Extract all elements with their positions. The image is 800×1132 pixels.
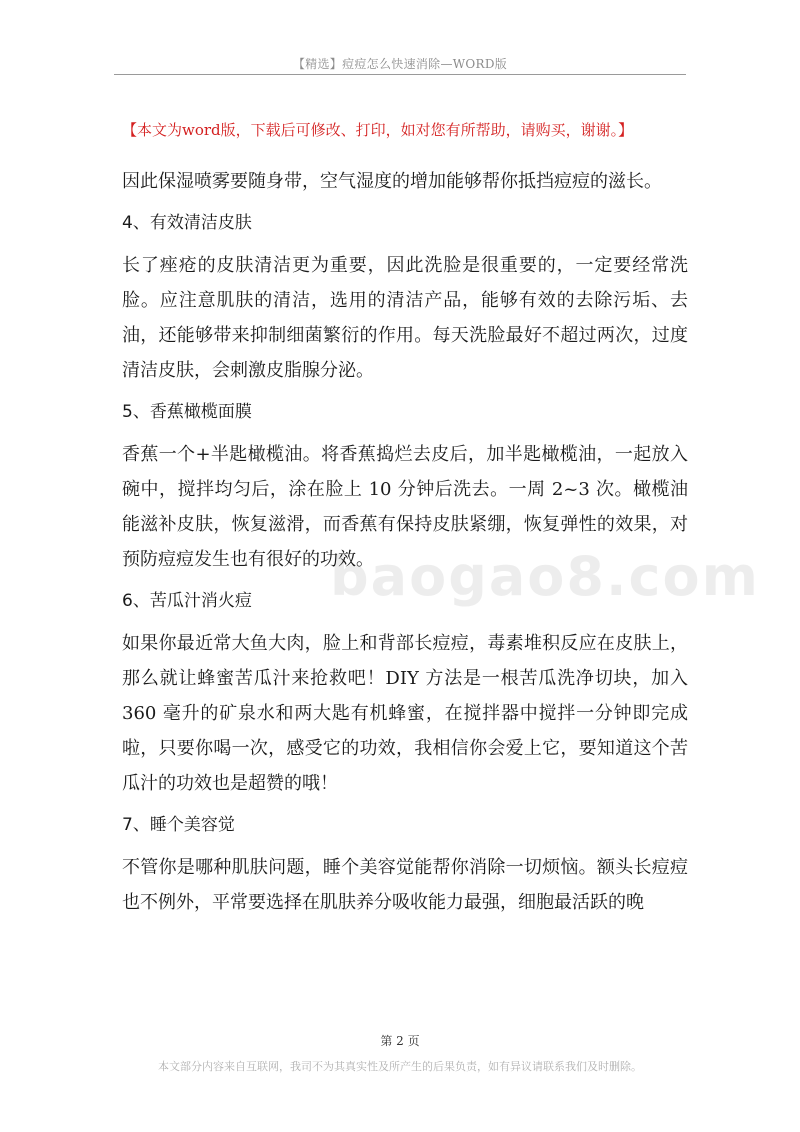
section-heading: 6、苦瓜汁消火痘 [122,591,252,611]
body-paragraph: 不管你是哪种肌肤问题，睡个美容觉能帮你消除一切烦恼。额头长痘痘也不例外，平常要选择在肌肤养分吸收能力最强，细胞最活跃的晚 [122,857,688,913]
document-body [122,164,688,927]
section-heading: 7、睡个美容觉 [122,815,235,835]
footer-disclaimer: 本文部分内容来自互联网，我司不为其真实性及所产生的后果负责，如有异议请联系我们及时删除。 [158,1060,642,1073]
page-number: 第 2 页 [380,1034,420,1048]
body-paragraph: 如果你最近常大鱼大肉，脸上和背部长痘痘，毒素堆积反应在皮肤上，那么就让蜂蜜苦瓜汁来抢救吧！DIY 方法是一根苦瓜洗净切块，加入 360 毫升的矿泉水和两大匙有机蜂蜜，在搅拌器中搅拌一分钟即完成啦，只要你喝一次，感受它的功效，我相信你会爱上它，要知道这个苦瓜汁的功效也是超赞的哦！ [122,633,688,794]
body-paragraph: 因此保湿喷雾要随身带，空气湿度的增加能够帮你抵挡痘痘的滋长。 [122,171,662,192]
section-heading: 5、香蕉橄榄面膜 [122,402,252,422]
header-divider [114,74,686,75]
watermark: baogao8.com [330,545,760,608]
section-heading: 4、有效清洁皮肤 [122,213,252,233]
download-notice: 【本文为word版，下载后可修改、打印，如对您有所帮助，请购买，谢谢。】 [122,121,634,139]
page-header-title: 【精选】痘痘怎么快速消除—WORD版 [292,57,508,71]
body-paragraph: 香蕉一个+半匙橄榄油。将香蕉捣烂去皮后，加半匙橄榄油，一起放入碗中，搅拌均匀后，涂在脸上 10 分钟后洗去。一周 2~3 次。橄榄油能滋补皮肤，恢复滋滑，而香蕉有保持皮肤紧绷，恢复弹性的效果，对预防痘痘发生也有很好的功效。 [122,444,688,570]
body-paragraph: 长了痤疮的皮肤清洁更为重要，因此洗脸是很重要的，一定要经常洗脸。应注意肌肤的清洁，选用的清洁产品，能够有效的去除污垢、去油，还能够带来抑制细菌繁衍的作用。每天洗脸最好不超过两次，过度清洁皮肤，会刺激皮脂腺分泌。 [122,255,688,381]
